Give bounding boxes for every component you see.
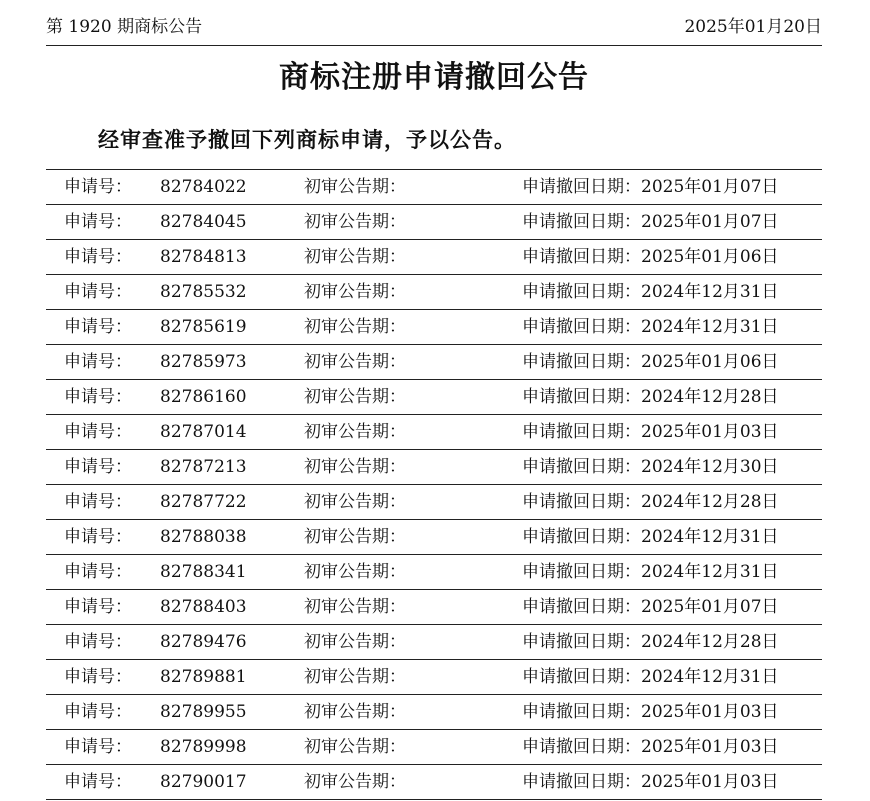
withdraw-date-value: 2025年01月03日 (641, 737, 779, 757)
application-number: 82789955 (160, 702, 247, 722)
application-number: 82788403 (160, 597, 247, 617)
publication-period-label: 初审公告期： (304, 457, 406, 477)
application-label: 申请号： (64, 177, 132, 197)
withdraw-date-value: 2025年01月03日 (641, 772, 779, 792)
table-row (46, 205, 822, 240)
application-label: 申请号： (64, 772, 132, 792)
withdraw-date-value: 2024年12月31日 (641, 282, 779, 302)
withdrawal-table (46, 169, 822, 800)
application-label: 申请号： (64, 282, 132, 302)
withdraw-date-value: 2024年12月28日 (641, 632, 779, 652)
table-row (46, 520, 822, 555)
table-row (46, 345, 822, 380)
withdraw-date (522, 730, 779, 764)
table-row (46, 625, 822, 660)
table-row (46, 485, 822, 520)
publication-period-label: 初审公告期： (304, 772, 406, 792)
application-number: 82785532 (160, 282, 247, 302)
application-number: 82784022 (160, 177, 247, 197)
withdraw-date (522, 450, 779, 484)
publication-period-label: 初审公告期： (304, 177, 406, 197)
publication-period-label: 初审公告期： (304, 247, 406, 267)
application-number: 82786160 (160, 387, 247, 407)
withdraw-date-label: 申请撤回日期： (522, 667, 641, 687)
table-row (46, 660, 822, 695)
withdraw-date-value: 2024年12月31日 (641, 527, 779, 547)
application-number: 82787014 (160, 422, 247, 442)
withdraw-date-value: 2025年01月07日 (641, 597, 779, 617)
table-row (46, 765, 822, 800)
table-row (46, 380, 822, 415)
table-row (46, 170, 822, 205)
withdraw-date-label: 申请撤回日期： (522, 177, 641, 197)
withdraw-date-label: 申请撤回日期： (522, 457, 641, 477)
table-row (46, 240, 822, 275)
application-number: 82789881 (160, 667, 247, 687)
table-row (46, 555, 822, 590)
publication-period-label: 初审公告期： (304, 352, 406, 372)
withdraw-date (522, 660, 779, 694)
header-divider (46, 45, 822, 46)
application-label: 申请号： (64, 737, 132, 757)
table-row (46, 275, 822, 310)
withdraw-date (522, 695, 779, 729)
application-number: 82788341 (160, 562, 247, 582)
application-number: 82789998 (160, 737, 247, 757)
withdraw-date-label: 申请撤回日期： (522, 562, 641, 582)
publication-period-label: 初审公告期： (304, 737, 406, 757)
application-label: 申请号： (64, 667, 132, 687)
withdraw-date-label: 申请撤回日期： (522, 737, 641, 757)
application-label: 申请号： (64, 247, 132, 267)
withdraw-date (522, 170, 779, 204)
withdraw-date-value: 2025年01月07日 (641, 177, 779, 197)
withdraw-date (522, 345, 779, 379)
publication-date: 2025年01月20日 (684, 17, 822, 37)
application-label: 申请号： (64, 317, 132, 337)
issue-number: 第 1920 期商标公告 (46, 17, 203, 37)
application-label: 申请号： (64, 422, 132, 442)
table-row (46, 415, 822, 450)
application-number: 82784045 (160, 212, 247, 232)
publication-period-label: 初审公告期： (304, 317, 406, 337)
withdraw-date (522, 485, 779, 519)
table-row (46, 730, 822, 765)
publication-period-label: 初审公告期： (304, 562, 406, 582)
publication-period-label: 初审公告期： (304, 527, 406, 547)
publication-period-label: 初审公告期： (304, 212, 406, 232)
application-label: 申请号： (64, 527, 132, 547)
withdraw-date (522, 590, 779, 624)
application-number: 82787213 (160, 457, 247, 477)
application-number: 82789476 (160, 632, 247, 652)
application-label: 申请号： (64, 562, 132, 582)
withdraw-date-value: 2024年12月31日 (641, 317, 779, 337)
page-header (46, 14, 822, 40)
withdraw-date (522, 625, 779, 659)
application-number: 82785619 (160, 317, 247, 337)
withdraw-date-label: 申请撤回日期： (522, 632, 641, 652)
withdraw-date (522, 310, 779, 344)
table-row (46, 450, 822, 485)
withdraw-date (522, 205, 779, 239)
publication-period-label: 初审公告期： (304, 282, 406, 302)
publication-period-label: 初审公告期： (304, 632, 406, 652)
table-row (46, 590, 822, 625)
publication-period-label: 初审公告期： (304, 422, 406, 442)
application-number: 82787722 (160, 492, 247, 512)
withdraw-date (522, 555, 779, 589)
withdraw-date-value: 2024年12月28日 (641, 492, 779, 512)
withdraw-date-value: 2024年12月30日 (641, 457, 779, 477)
withdraw-date-value: 2025年01月03日 (641, 702, 779, 722)
application-number: 82790017 (160, 772, 247, 792)
publication-period-label: 初审公告期： (304, 492, 406, 512)
publication-period-label: 初审公告期： (304, 667, 406, 687)
page-title: 商标注册申请撤回公告 (279, 60, 589, 95)
application-number: 82785973 (160, 352, 247, 372)
withdraw-date-label: 申请撤回日期： (522, 772, 641, 792)
withdraw-date-value: 2025年01月07日 (641, 212, 779, 232)
withdraw-date (522, 415, 779, 449)
withdraw-date-label: 申请撤回日期： (522, 492, 641, 512)
withdraw-date-label: 申请撤回日期： (522, 317, 641, 337)
withdraw-date-value: 2025年01月03日 (641, 422, 779, 442)
application-label: 申请号： (64, 702, 132, 722)
withdraw-date-label: 申请撤回日期： (522, 212, 641, 232)
withdraw-date (522, 380, 779, 414)
withdraw-date-label: 申请撤回日期： (522, 702, 641, 722)
withdraw-date (522, 765, 779, 799)
withdraw-date-value: 2025年01月06日 (641, 247, 779, 267)
withdraw-date-value: 2024年12月28日 (641, 387, 779, 407)
withdraw-date (522, 275, 779, 309)
application-number: 82788038 (160, 527, 247, 547)
withdraw-date-value: 2025年01月06日 (641, 352, 779, 372)
withdraw-date-label: 申请撤回日期： (522, 352, 641, 372)
table-row (46, 695, 822, 730)
withdraw-date (522, 520, 779, 554)
withdraw-date-label: 申请撤回日期： (522, 527, 641, 547)
announcement-text: 经审查准予撤回下列商标申请，予以公告。 (98, 127, 516, 152)
table-row (46, 310, 822, 345)
application-label: 申请号： (64, 597, 132, 617)
withdraw-date-label: 申请撤回日期： (522, 387, 641, 407)
application-label: 申请号： (64, 492, 132, 512)
withdraw-date-value: 2024年12月31日 (641, 667, 779, 687)
withdraw-date-label: 申请撤回日期： (522, 422, 641, 442)
application-label: 申请号： (64, 387, 132, 407)
publication-period-label: 初审公告期： (304, 597, 406, 617)
withdraw-date-label: 申请撤回日期： (522, 247, 641, 267)
withdraw-date (522, 240, 779, 274)
application-number: 82784813 (160, 247, 247, 267)
publication-period-label: 初审公告期： (304, 387, 406, 407)
application-label: 申请号： (64, 632, 132, 652)
withdraw-date-label: 申请撤回日期： (522, 282, 641, 302)
application-label: 申请号： (64, 352, 132, 372)
application-label: 申请号： (64, 212, 132, 232)
withdraw-date-value: 2024年12月31日 (641, 562, 779, 582)
withdraw-date-label: 申请撤回日期： (522, 597, 641, 617)
publication-period-label: 初审公告期： (304, 702, 406, 722)
application-label: 申请号： (64, 457, 132, 477)
